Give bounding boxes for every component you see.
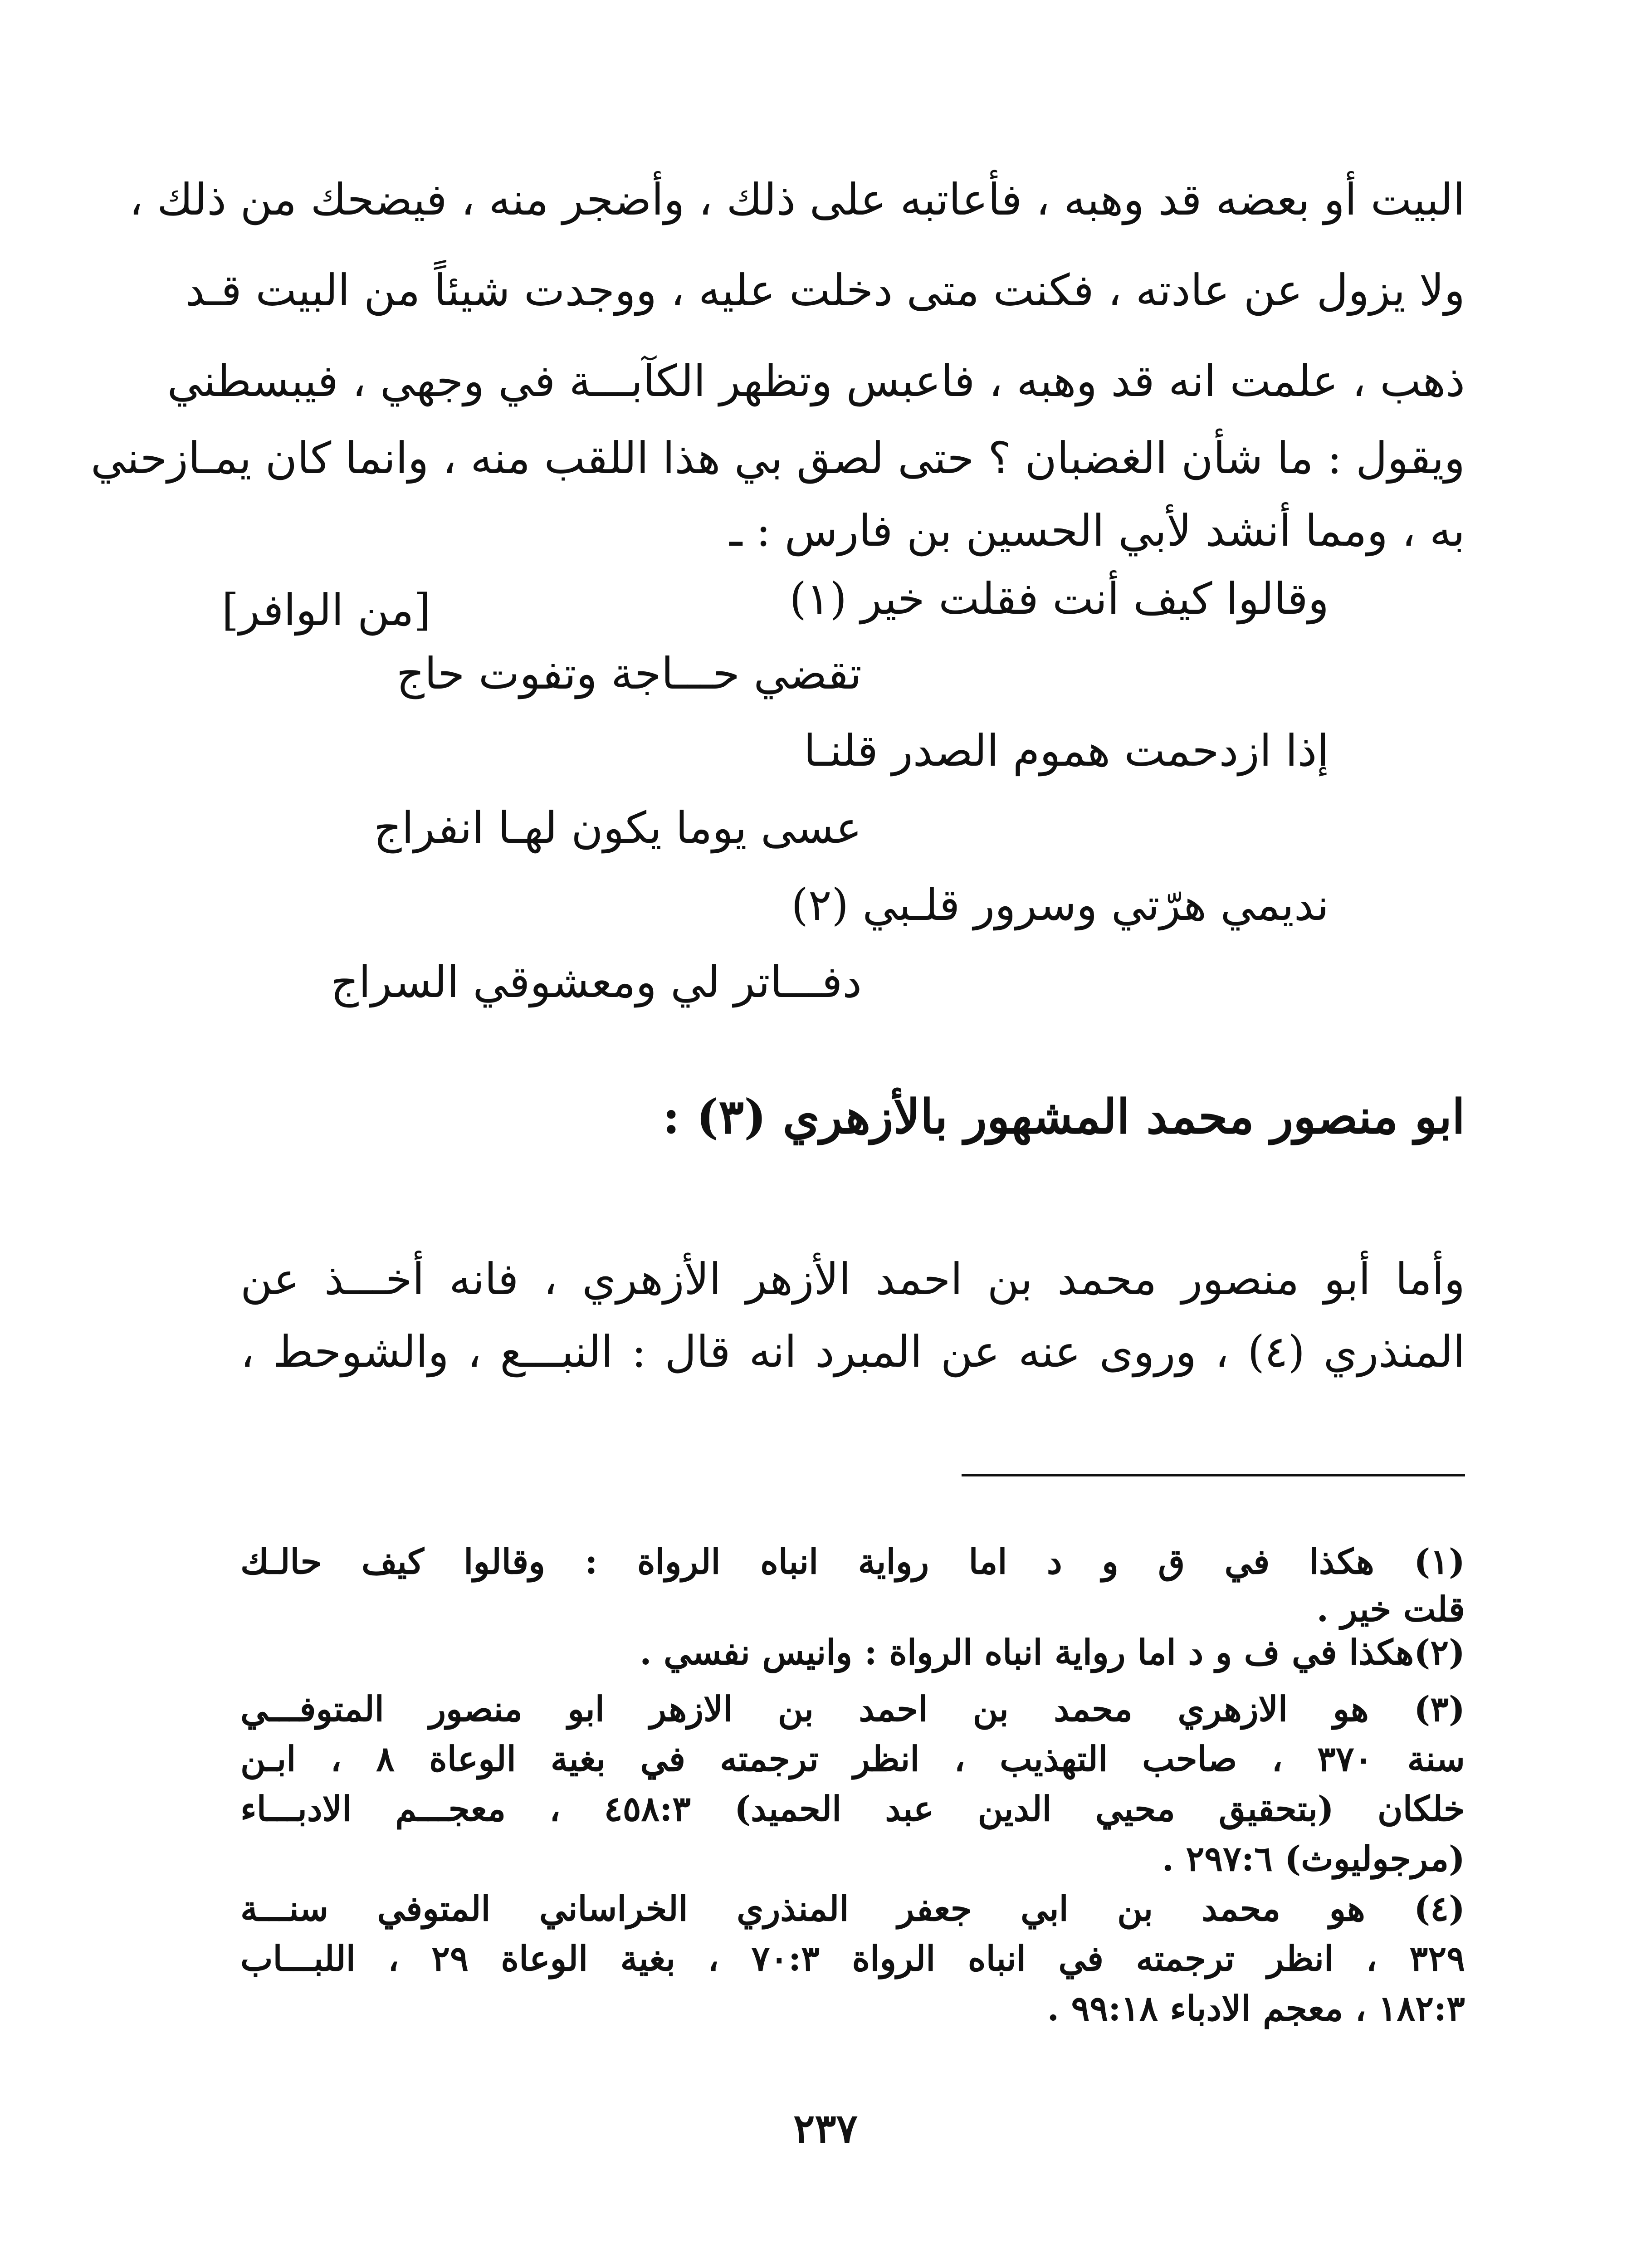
poem-verse-4: عسى يوما يكون لهـا انفراج (373, 802, 862, 853)
paragraph1-line-2: ولا يزول عن عادته ، فكنت متى دخلت عليه ، ووجدت شيئاً من البيت قـد (185, 265, 1465, 316)
footnote-line-2: قلت خير . (1316, 1589, 1465, 1629)
paragraph1-line-4: ويقول : ما شأن الغضبان ؟ حتى لصق بي هذا اللقب منه ، وانما كان يمـازحني (91, 433, 1465, 484)
section-heading: ابو منصور محمد المشهور بالأزهري (٣) : (662, 1089, 1465, 1144)
poem-verse-5: نديمي هرّتي وسرور قلـبي (٢) (791, 880, 1329, 930)
poem-meter: [من الوافر] (222, 585, 431, 635)
footnote-line-3: (٢)هكذا في ف و د اما رواية انباه الرواة : وانيس نفسي . (640, 1632, 1465, 1672)
footnote-line-4: (٣) هو الازهري محمد بن احمد بن الازهر ابو منصور المتوفـــي (240, 1689, 1465, 1729)
poem-verse-6: دفـــاتر لي ومعشوقي السراج (330, 957, 862, 1007)
paragraph1-line-3: ذهب ، علمت انه قد وهبه ، فاعبس وتظهر الكآبـــة في وجهي ، فيبسطني (167, 356, 1465, 406)
page-number: ٢٣٧ (793, 2105, 858, 2152)
footnote-separator (962, 1474, 1465, 1476)
paragraph1-line-5: به ، ومما أنشد لأبي الحسين بن فارس : ـ (729, 505, 1465, 556)
footnote-line-1: (١) هكذا في ق و د اما رواية انباه الرواة : وقالوا كيف حالـك (240, 1541, 1465, 1582)
footnote-line-6: خلكان (بتحقيق محيي الدين عبد الحميد) ٤٥٨:٣ ، معجـــم الادبـــاء (240, 1789, 1465, 1829)
footnote-line-7: (مرجوليوث) ٢٩٧:٦ . (1162, 1838, 1465, 1879)
footnote-line-9: ٣٢٩ ، انظر ترجمته في انباه الرواة ٧٠:٣ ، بغية الوعاة ٢٩ ، اللبـــاب (240, 1938, 1465, 1979)
paragraph2-line-2: المنذري (٤) ، وروى عنه عن المبرد انه قال : النبـــع ، والشوحط ، (240, 1326, 1465, 1377)
footnote-line-8: (٤) هو محمد بن ابي جعفر المنذري الخراساني المتوفي سنـــة (240, 1888, 1465, 1929)
poem-verse-1: وقالوا كيف أنت فقلت خير (١) (789, 573, 1329, 624)
poem-verse-2: تقضي حـــاجة وتفوت حاج (396, 648, 862, 699)
paragraph2-line-1: وأما أبو منصور محمد بن احمد الأزهر الأزهري ، فانه أخـــذ عن (240, 1254, 1465, 1305)
footnote-line-5: سنة ٣٧٠ ، صاحب التهذيب ، انظر ترجمته في بغية الوعاة ٨ ، ابـن (240, 1739, 1465, 1779)
poem-verse-3: إذا ازدحمت هموم الصدر قلنـا (803, 725, 1329, 776)
footnote-line-10: ١٨٢:٣ ، معجم الادباء ٩٩:١٨ . (1047, 1988, 1465, 2028)
paragraph1-line-1: البيت أو بعضه قد وهبه ، فأعاتبه على ذلك ، وأضجر منه ، فيضحك من ذلك ، (129, 174, 1465, 225)
